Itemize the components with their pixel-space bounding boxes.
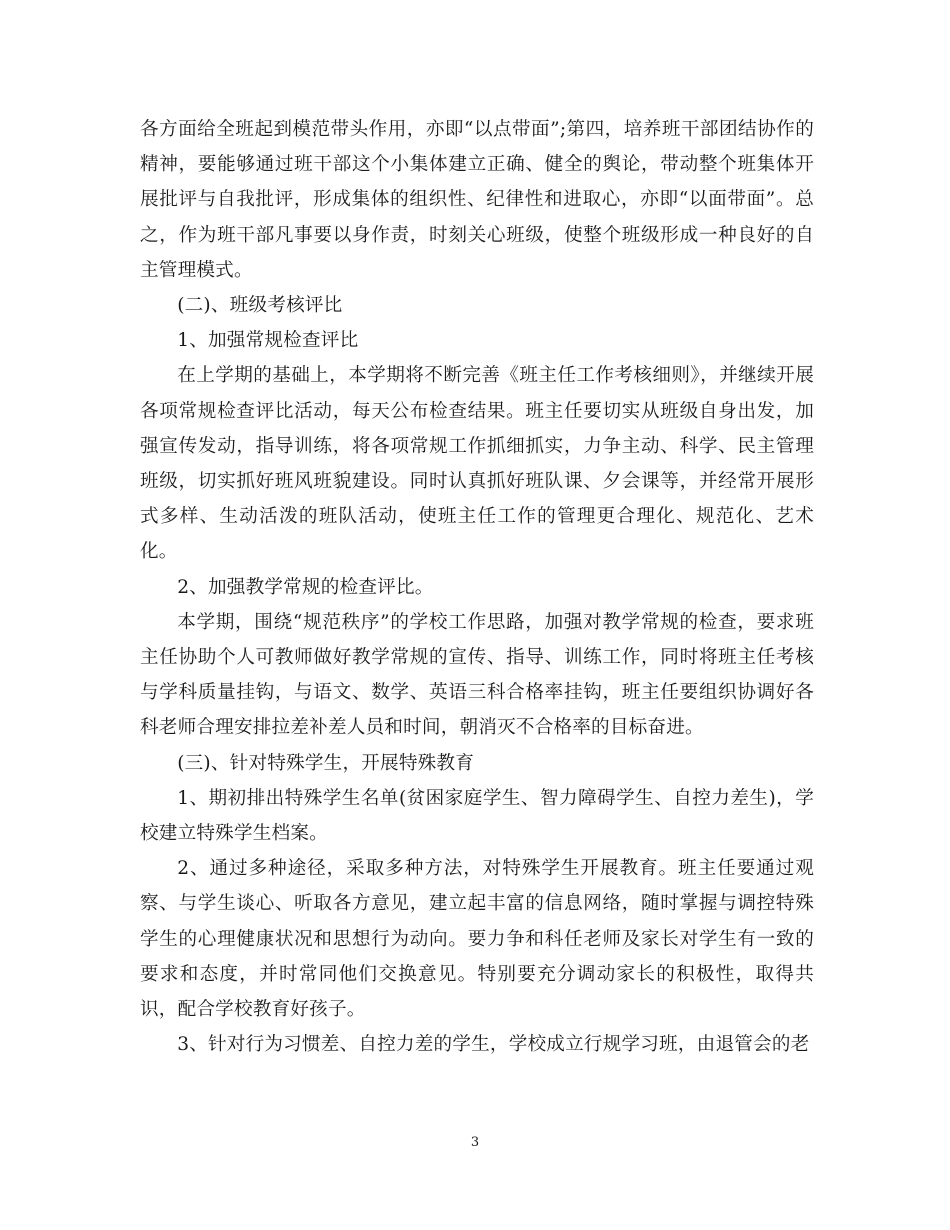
- paragraph-routine-inspection: 在上学期的基础上，本学期将不断完善《班主任工作考核细则》，并继续开展各项常规检查评比活动，每天公布检查结果。班主任要切实从班级自身出发，加强宣传发动，指导训练，将各项常规工作抓细抓实，力争主动、科学、民主管理班级，切实抓好班风班貌建设。同时认真抓好班队课、夕会课等，并经常开展形式多样、生动活泼的班队活动，使班主任工作的管理更合理化、规范化、艺术化。: [140, 365, 814, 563]
- paragraph-behavior-class: 3、针对行为习惯差、自控力差的学生，学校成立行规学习班，由退管会的老: [177, 1034, 810, 1056]
- document-body: [140, 112, 814, 1062]
- subheading-teaching-inspection: 2、加强教学常规的检查评比。: [177, 576, 434, 598]
- paragraph-continued: 各方面给全班起到模范带头作用，亦即“以点带面”;第四，培养班干部团结协作的精神，要能够通过班干部这个小集体建立正确、健全的舆论，带动整个班集体开展批评与自我批评，形成集体的组织性、纪律性和进取心，亦即“以面带面”。总之，作为班干部凡事要以身作责，时刻关心班级，使整个班级形成一种良好的自主管理模式。: [140, 119, 814, 281]
- paragraph-special-students-education: 2、通过多种途径，采取多种方法，对特殊学生开展教育。班主任要通过观察、与学生谈心、听取各方意见，建立起丰富的信息网络，随时掌握与调控特殊学生的心理健康状况和思想行为动向。要力争和科任老师及家长对学生有一致的要求和态度，并时常同他们交换意见。特别要充分调动家长的积极性，取得共识，配合学校教育好孩子。: [140, 858, 814, 1021]
- paragraph-teaching-inspection: 本学期，围绕“规范秩序”的学校工作思路，加强对教学常规的检查，要求班主任协助个人可教师做好教学常规的宣传、指导、训练工作，同时将班主任考核与学科质量挂钩，与语文、数学、英语三科合格率挂钩，班主任要组织协调好各科老师合理安排拉差补差人员和时间，朝消灭不合格率的目标奋进。: [140, 611, 814, 739]
- section-heading-special-students: (三)、针对特殊学生，开展特殊教育: [177, 752, 475, 774]
- subheading-routine-inspection: 1、加强常规检查评比: [177, 330, 359, 352]
- page-number: 3: [470, 1135, 480, 1150]
- paragraph-special-students-list: 1、期初排出特殊学生名单(贫困家庭学生、智力障碍学生、自控力差生)，学校建立特殊学生档案。: [140, 787, 814, 845]
- section-heading-class-assessment: (二)、班级考核评比: [177, 295, 343, 317]
